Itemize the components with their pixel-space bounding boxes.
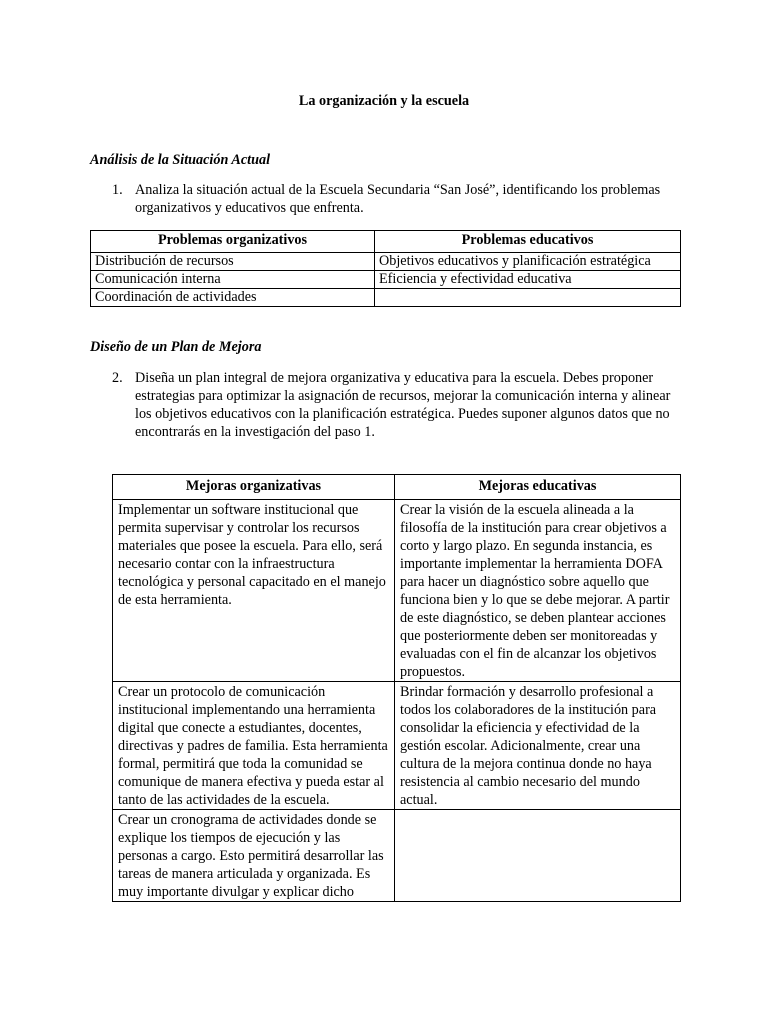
column-header: Problemas organizativos: [91, 231, 375, 253]
section-heading-plan: Diseño de un Plan de Mejora: [90, 339, 262, 355]
table-row: [113, 500, 681, 682]
table-row: [91, 271, 681, 289]
table-cell: Eficiencia y efectividad educativa: [375, 271, 681, 289]
table-cell: [395, 810, 681, 902]
section-heading-analysis: Análisis de la Situación Actual: [90, 152, 271, 168]
document-title: La organización y la escuela: [298, 93, 470, 109]
table-cell: Crear un cronograma de actividades donde se explique los tiempos de ejecución y las personas a cargo. Esto permitirá desarrollar las tareas de manera articulada y organizada. Es muy importante divulgar y explicar dicho: [113, 810, 395, 902]
table-header-row: [91, 231, 681, 253]
table-row: [91, 253, 681, 271]
table-cell: Implementar un software institucional que permita supervisar y controlar los recursos materiales que posee la escuela. Para ello, será necesario contar con la infraestructura tecnológica y personal capacitado en el manejo de esta herramienta.: [113, 500, 395, 682]
table-cell: Brindar formación y desarrollo profesional a todos los colaboradores de la institución para consolidar la eficiencia y efectividad de la gestión escolar. Adicionalmente, crear una cultura de la mejora continua donde no haya resistencia al cambio necesario del mundo actual.: [395, 682, 681, 810]
table-cell: Coordinación de actividades: [91, 289, 375, 307]
column-header: Mejoras organizativas: [113, 475, 395, 500]
table-cell: Distribución de recursos: [91, 253, 375, 271]
table-cell: Crear un protocolo de comunicación institucional implementando una herramienta digital que conecte a estudiantes, docentes, directivas y padres de familia. Esta herramienta formal, permitirá que toda la comunidad se comunique de manera efectiva y pueda estar al tanto de las actividades de la escuela.: [113, 682, 395, 810]
table-header-row: [113, 475, 681, 500]
table-row: [113, 682, 681, 810]
improvements-table: [112, 474, 681, 902]
table-cell: [375, 289, 681, 307]
table-cell: Crear la visión de la escuela alineada a la filosofía de la institución para crear objetivos a corto y largo plazo. En segunda instancia, es importante implementar la herramienta DOFA para hacer un diagnóstico sobre aquello que funciona bien y lo que se debe mejorar. A partir de este diagnóstico, se deben plantear acciones que posteriormente deben ser monitoreadas y evaluadas con el fin de alcanzar los objetivos propuestos.: [395, 500, 681, 682]
table-row: [91, 289, 681, 307]
list-text: Diseña un plan integral de mejora organizativa y educativa para la escuela. Debes proponer estrategias para optimizar la asignación de recursos, mejorar la comunicación interna y alinear los objetivos educativos con la planificación estratégica. Puedes suponer algunos datos que no encontrarás en la investigación del paso 1.: [135, 370, 671, 440]
list-number: 2.: [112, 370, 123, 386]
column-header: Mejoras educativas: [395, 475, 681, 500]
list-text: Analiza la situación actual de la Escuela Secundaria “San José”, identificando los problemas organizativos y educativos que enfrenta.: [135, 182, 661, 216]
list-number: 1.: [112, 182, 123, 198]
problems-table: [90, 230, 681, 307]
column-header: Problemas educativos: [375, 231, 681, 253]
table-cell: Comunicación interna: [91, 271, 375, 289]
table-cell: Objetivos educativos y planificación estratégica: [375, 253, 681, 271]
table-row: [113, 810, 681, 902]
